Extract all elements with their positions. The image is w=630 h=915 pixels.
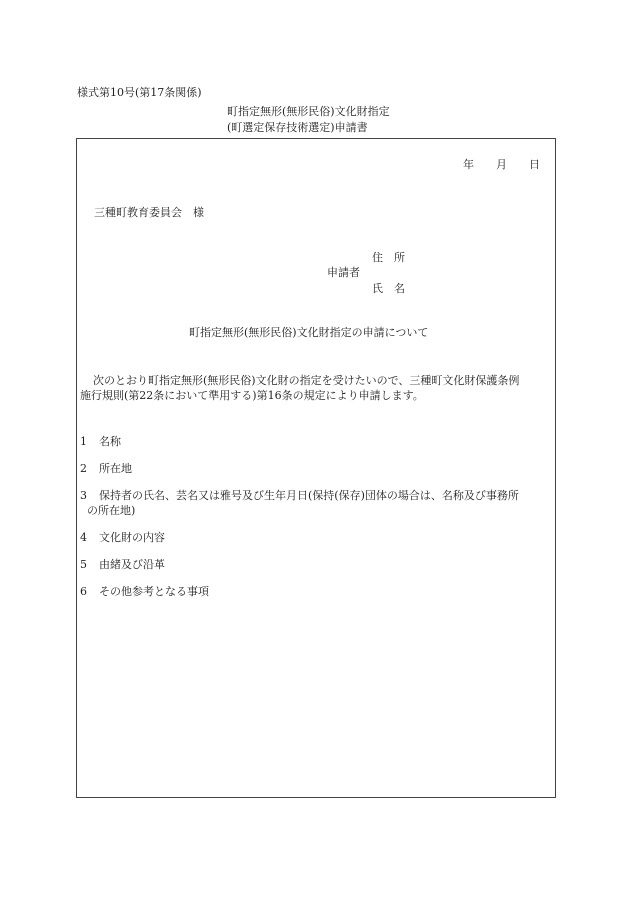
item-number: 2 <box>80 462 87 475</box>
list-item-6 <box>80 583 209 599</box>
applicant-label: 申請者 <box>327 266 360 279</box>
form-frame <box>76 138 556 798</box>
body-text-line2: 施行規則(第22条において準用する)第16条の規定により申請します。 <box>80 389 424 402</box>
item-text: 由緒及び沿革 <box>99 558 165 571</box>
item-text: 所在地 <box>99 462 132 475</box>
body-text-line1: 次のとおり町指定無形(無形民俗)文化財の指定を受けたいので、三種町文化財保護条例 <box>93 374 520 387</box>
date-day-label: 日 <box>529 158 540 171</box>
list-item-5 <box>80 556 165 572</box>
name-label: 氏 名 <box>372 282 405 295</box>
item-number: 1 <box>80 435 87 448</box>
list-item-2 <box>80 460 132 476</box>
item-text: 保持者の氏名、芸名又は雅号及び生年月日(保持(保存)団体の場合は、名称及び事務所 <box>99 489 519 502</box>
list-item-3-continuation: の所在地) <box>87 504 136 517</box>
addressee: 三種町教育委員会 様 <box>94 206 204 219</box>
list-item-3 <box>80 487 519 503</box>
date-year-label: 年 <box>463 158 474 171</box>
list-item-4 <box>80 529 165 545</box>
item-text: 文化財の内容 <box>99 531 165 544</box>
item-number: 3 <box>80 489 87 502</box>
form-number-label: 様式第10号(第17条関係) <box>77 86 202 99</box>
date-line <box>463 156 540 172</box>
item-text: その他参考となる事項 <box>99 585 209 598</box>
address-label: 住 所 <box>372 251 405 264</box>
form-title-line1: 町指定無形(無形民俗)文化財指定 <box>227 105 390 118</box>
item-number: 6 <box>80 585 87 598</box>
item-number: 4 <box>80 531 87 544</box>
item-number: 5 <box>80 558 87 571</box>
item-text: 名称 <box>99 435 121 448</box>
subject-line: 町指定無形(無形民俗)文化財指定の申請について <box>189 326 429 339</box>
list-item-1 <box>80 433 121 449</box>
date-month-label: 月 <box>496 158 507 171</box>
form-title-line2: (町選定保存技術選定)申請書 <box>227 121 368 134</box>
